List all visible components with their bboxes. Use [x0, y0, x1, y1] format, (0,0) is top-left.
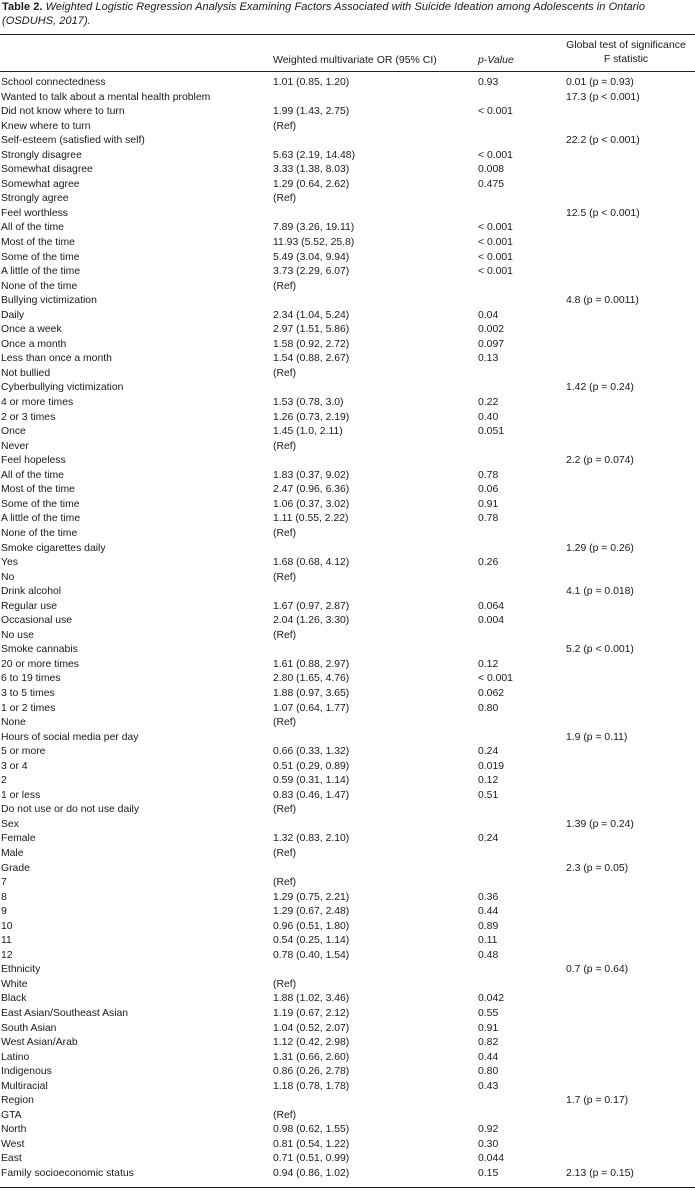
table-row [0, 818, 695, 833]
row-odds-ratio: 0.51 (0.29, 0.89) [273, 760, 350, 772]
table-row [0, 658, 695, 673]
table-row [0, 978, 695, 993]
table-row [0, 309, 695, 324]
table-row [0, 91, 695, 106]
row-label: Hours of social media per day [1, 731, 139, 743]
table-caption [2, 0, 692, 28]
table-row [0, 411, 695, 426]
row-label: None of the time [1, 280, 78, 292]
table-row [0, 832, 695, 847]
row-label: Strongly disagree [1, 149, 82, 161]
row-p-value: 0.019 [478, 760, 505, 772]
row-odds-ratio: 2.80 (1.65, 4.76) [273, 673, 350, 685]
row-odds-ratio: (Ref) [273, 440, 297, 452]
row-odds-ratio: 1.26 (0.73, 2.19) [273, 411, 350, 423]
row-odds-ratio: 7.89 (3.26, 19.11) [273, 222, 355, 234]
row-label: Knew where to turn [1, 120, 91, 132]
row-global-test: 2.3 (p = 0.05) [566, 862, 629, 874]
row-label: Male [1, 847, 24, 859]
table-row [0, 149, 695, 164]
row-label: 8 [1, 891, 7, 903]
row-label: 3 or 4 [1, 760, 28, 772]
row-p-value: 0.40 [478, 411, 499, 423]
row-global-test: 1.29 (p = 0.26) [566, 542, 634, 554]
table-row [0, 483, 695, 498]
row-p-value: 0.12 [478, 775, 499, 787]
header-global-test-line1: Global test of significance [566, 39, 686, 51]
table-row [0, 760, 695, 775]
row-odds-ratio: (Ref) [273, 193, 297, 205]
table-row [0, 992, 695, 1007]
header-global-test-line2: F statistic [603, 53, 649, 65]
row-label: 20 or more times [1, 658, 79, 670]
row-label: Daily [1, 309, 25, 321]
table-row [0, 774, 695, 789]
table-row [0, 542, 695, 557]
row-p-value: 0.82 [478, 1037, 499, 1049]
row-p-value: 0.002 [478, 324, 505, 336]
row-label: Self-esteem (satisfied with self) [1, 135, 145, 147]
row-label: 3 to 5 times [1, 687, 55, 699]
row-odds-ratio: (Ref) [273, 877, 297, 889]
table-row [0, 629, 695, 644]
row-label: Sex [1, 818, 19, 830]
row-global-test: 22.2 (p < 0.001) [566, 135, 640, 147]
row-odds-ratio: 1.07 (0.64, 1.77) [273, 702, 350, 714]
row-label: East Asian/Southeast Asian [1, 1008, 129, 1019]
row-label: Do not use or do not use daily [1, 804, 140, 816]
row-label: All of the time [1, 469, 64, 481]
table-row [0, 1007, 695, 1022]
row-p-value: 0.008 [478, 164, 505, 176]
row-label: Black [1, 993, 27, 1005]
row-p-value: 0.475 [478, 178, 505, 190]
row-p-value: 0.064 [478, 600, 505, 612]
table-row [0, 949, 695, 964]
row-odds-ratio: 1.01 (0.85, 1.20) [273, 77, 350, 88]
row-odds-ratio: 1.61 (0.88, 2.97) [273, 658, 350, 670]
row-label: West [1, 1138, 25, 1150]
table-row [0, 1051, 695, 1066]
row-odds-ratio: 2.04 (1.26, 3.30) [273, 615, 350, 627]
row-label: Region [1, 1095, 34, 1107]
table-row [0, 600, 695, 615]
row-odds-ratio: 1.68 (0.68, 4.12) [273, 557, 350, 569]
table-row [0, 454, 695, 469]
row-p-value: < 0.001 [478, 237, 513, 249]
row-p-value: < 0.001 [478, 673, 513, 685]
table-row [0, 847, 695, 862]
row-label: Feel hopeless [1, 455, 66, 467]
row-p-value: 0.097 [478, 338, 505, 350]
row-odds-ratio: (Ref) [273, 527, 297, 539]
table-row [0, 178, 695, 193]
row-p-value: 0.92 [478, 1124, 499, 1136]
row-label: 5 or more [1, 746, 46, 758]
table-row [0, 905, 695, 920]
row-odds-ratio: 1.54 (0.88, 2.67) [273, 353, 350, 365]
header-global-test [557, 38, 695, 66]
row-odds-ratio: 1.04 (0.52, 2.07) [273, 1022, 350, 1034]
row-p-value: 0.36 [478, 891, 499, 903]
row-label: Drink alcohol [1, 586, 62, 598]
row-p-value: 0.06 [478, 484, 499, 496]
row-global-test: 4.8 (p = 0.0011) [566, 295, 639, 307]
row-global-test: 1.39 (p = 0.24) [566, 818, 634, 830]
row-label: Feel worthless [1, 207, 68, 219]
row-odds-ratio: 0.94 (0.86, 1.02) [273, 1168, 350, 1180]
row-label: 10 [1, 920, 13, 932]
row-label: North [1, 1124, 27, 1136]
table-row [0, 251, 695, 266]
row-p-value: 0.78 [478, 469, 499, 481]
table-row [0, 163, 695, 178]
row-label: All of the time [1, 222, 64, 234]
row-label: Never [1, 440, 29, 452]
row-label: Most of the time [1, 484, 75, 496]
row-label: White [1, 978, 28, 990]
row-odds-ratio: 1.06 (0.37, 3.02) [273, 498, 350, 510]
table-row [0, 716, 695, 731]
row-odds-ratio: 1.19 (0.67, 2.12) [273, 1008, 350, 1019]
row-label: Ethnicity [1, 964, 41, 976]
row-p-value: 0.051 [478, 426, 505, 438]
table-title: Weighted Logistic Regression Analysis Examining Factors Associated with Suicide Ideation among Adolescents in Ontario (OSDUHS, 2017). [2, 1, 645, 27]
table-row [0, 571, 695, 586]
row-global-test: 4.1 (p = 0.018) [566, 586, 634, 598]
table-row [0, 367, 695, 382]
row-odds-ratio: (Ref) [273, 847, 297, 859]
row-label: West Asian/Arab [1, 1037, 78, 1049]
table-row [0, 527, 695, 542]
row-odds-ratio: 2.47 (0.96, 6.36) [273, 484, 350, 496]
row-global-test: 2.13 (p = 0.15) [566, 1168, 634, 1180]
row-odds-ratio: 0.59 (0.31, 1.14) [273, 775, 350, 787]
row-odds-ratio: 2.97 (1.51, 5.86) [273, 324, 350, 336]
table-number: Table 2. [2, 1, 43, 13]
row-label: 11 [1, 935, 12, 947]
bottom-rule [0, 1187, 695, 1188]
row-odds-ratio: 0.54 (0.25, 1.14) [273, 935, 350, 947]
row-odds-ratio: 2.34 (1.04, 5.24) [273, 309, 350, 321]
row-odds-ratio: 5.49 (3.04, 9.94) [273, 251, 350, 263]
table-row [0, 76, 695, 91]
table-row [0, 1167, 695, 1182]
row-label: 1 or 2 times [1, 702, 56, 714]
row-label: Indigenous [1, 1066, 52, 1078]
row-odds-ratio: 0.83 (0.46, 1.47) [273, 789, 350, 801]
row-p-value: 0.042 [478, 993, 505, 1005]
table-row [0, 789, 695, 804]
row-label: 12 [1, 949, 13, 961]
row-odds-ratio: 11.93 (5.52, 25.8) [273, 237, 355, 249]
row-label: Family socioeconomic status [1, 1168, 134, 1180]
row-p-value: 0.11 [478, 935, 498, 947]
row-p-value: 0.044 [478, 1153, 505, 1165]
table-row [0, 672, 695, 687]
row-label: Female [1, 833, 36, 845]
row-p-value: 0.13 [478, 353, 499, 365]
row-odds-ratio: 1.11 (0.55, 2.22) [273, 513, 349, 525]
row-label: Wanted to talk about a mental health problem [1, 91, 211, 103]
row-p-value: 0.062 [478, 687, 505, 699]
row-p-value: 0.80 [478, 1066, 499, 1078]
row-label: Some of the time [1, 498, 80, 510]
table-row [0, 1080, 695, 1095]
table-row [0, 745, 695, 760]
table-row [0, 934, 695, 949]
row-label: Smoke cigarettes daily [1, 542, 106, 554]
row-label: Multiracial [1, 1080, 48, 1092]
table-row [0, 1094, 695, 1109]
row-label: None of the time [1, 527, 78, 539]
table-row [0, 803, 695, 818]
row-p-value: 0.15 [478, 1168, 499, 1180]
row-label: Did not know where to turn [1, 106, 125, 118]
row-global-test: 2.2 (p = 0.074) [566, 455, 634, 467]
row-global-test: 1.7 (p = 0.17) [566, 1095, 629, 1107]
row-label: East [1, 1153, 22, 1165]
row-label: A little of the time [1, 513, 81, 525]
table-row [0, 643, 695, 658]
table-row [0, 1022, 695, 1037]
table-row [0, 1123, 695, 1138]
row-p-value: 0.48 [478, 949, 499, 961]
row-odds-ratio: 1.99 (1.43, 2.75) [273, 106, 350, 118]
row-p-value: 0.30 [478, 1138, 499, 1150]
row-global-test: 17.3 (p < 0.001) [566, 91, 640, 103]
header-p-value [478, 53, 514, 67]
row-label: Strongly agree [1, 193, 69, 205]
row-p-value: 0.12 [478, 658, 499, 670]
row-label: Less than once a month [1, 353, 112, 365]
table-row [0, 396, 695, 411]
header-rule [0, 71, 695, 72]
row-odds-ratio: (Ref) [273, 717, 297, 729]
table-body [0, 76, 695, 1182]
table-row [0, 280, 695, 295]
row-label: 6 to 19 times [1, 673, 61, 685]
row-global-test: 0.7 (p = 0.64) [566, 964, 629, 976]
row-odds-ratio: 1.29 (0.67, 2.48) [273, 906, 350, 918]
row-p-value: 0.24 [478, 746, 499, 758]
row-p-value: 0.93 [478, 77, 499, 88]
table-row [0, 920, 695, 935]
table-row [0, 876, 695, 891]
table-row [0, 207, 695, 222]
table-row [0, 702, 695, 717]
table-row [0, 556, 695, 571]
row-label: South Asian [1, 1022, 57, 1034]
table-row [0, 891, 695, 906]
row-label: 2 or 3 times [1, 411, 56, 423]
row-label: Most of the time [1, 237, 75, 249]
table-row [0, 134, 695, 149]
table-row [0, 294, 695, 309]
row-label: Yes [1, 557, 18, 569]
table-row [0, 120, 695, 135]
row-p-value: < 0.001 [478, 266, 513, 278]
row-odds-ratio: 1.18 (0.78, 1.78) [273, 1080, 350, 1092]
row-odds-ratio: (Ref) [273, 571, 297, 583]
row-p-value: 0.51 [478, 789, 499, 801]
row-label: A little of the time [1, 266, 81, 278]
row-odds-ratio: 1.67 (0.97, 2.87) [273, 600, 350, 612]
row-odds-ratio: 1.29 (0.75, 2.21) [273, 891, 350, 903]
table-row [0, 425, 695, 440]
table-row [0, 687, 695, 702]
header-p-value-text: p-Value [478, 54, 514, 66]
row-odds-ratio: 5.63 (2.19, 14.48) [273, 149, 356, 161]
row-odds-ratio: (Ref) [273, 120, 297, 132]
table-row [0, 498, 695, 513]
row-p-value: 0.22 [478, 397, 499, 409]
row-p-value: 0.004 [478, 615, 505, 627]
row-p-value: 0.80 [478, 702, 499, 714]
row-global-test: 0.01 (p = 0.93) [566, 77, 634, 88]
table-row [0, 338, 695, 353]
row-label: Bullying victimization [1, 295, 97, 307]
header-odds-ratio: Weighted multivariate OR (95% CI) [273, 54, 437, 66]
row-odds-ratio: 1.45 (1.0, 2.11) [273, 426, 343, 438]
row-global-test: 12.5 (p < 0.001) [566, 207, 640, 219]
row-odds-ratio: 1.88 (1.02, 3.46) [273, 993, 350, 1005]
row-p-value: < 0.001 [478, 251, 513, 263]
row-odds-ratio: 0.66 (0.33, 1.32) [273, 746, 350, 758]
row-label: School connectedness [1, 77, 106, 88]
table-row [0, 221, 695, 236]
table-row [0, 862, 695, 877]
table-row [0, 352, 695, 367]
row-label: Grade [1, 862, 30, 874]
row-odds-ratio: (Ref) [273, 1109, 297, 1121]
row-label: No [1, 571, 15, 583]
table-row [0, 192, 695, 207]
row-odds-ratio: 0.96 (0.51, 1.80) [273, 920, 350, 932]
row-label: Somewhat disagree [1, 164, 93, 176]
table-row [0, 105, 695, 120]
row-p-value: 0.26 [478, 557, 499, 569]
table-row [0, 614, 695, 629]
table-row [0, 512, 695, 527]
row-label: Some of the time [1, 251, 80, 263]
row-label: Once a month [1, 338, 67, 350]
row-odds-ratio: 0.71 (0.51, 0.99) [273, 1153, 350, 1165]
row-label: None [1, 717, 26, 729]
row-odds-ratio: 1.58 (0.92, 2.72) [273, 338, 350, 350]
row-p-value: < 0.001 [478, 222, 513, 234]
table-row [0, 1036, 695, 1051]
row-label: Smoke cannabis [1, 644, 78, 656]
row-odds-ratio: 1.83 (0.37, 9.02) [273, 469, 350, 481]
row-label: 1 or less [1, 789, 41, 801]
row-p-value: 0.55 [478, 1008, 499, 1019]
row-label: Occasional use [1, 615, 73, 627]
table-row [0, 469, 695, 484]
row-odds-ratio: (Ref) [273, 804, 297, 816]
row-label: Once [1, 426, 26, 438]
row-label: 2 [1, 775, 7, 787]
row-odds-ratio: 3.33 (1.38, 8.03) [273, 164, 350, 176]
row-odds-ratio: 1.31 (0.66, 2.60) [273, 1051, 350, 1063]
row-odds-ratio: 3.73 (2.29, 6.07) [273, 266, 350, 278]
top-rule [0, 34, 695, 35]
table-row [0, 323, 695, 338]
row-odds-ratio: 0.78 (0.40, 1.54) [273, 949, 350, 961]
row-p-value: 0.24 [478, 833, 499, 845]
row-label: Regular use [1, 600, 58, 612]
table-row [0, 1065, 695, 1080]
row-p-value: 0.04 [478, 309, 499, 321]
row-label: 9 [1, 906, 7, 918]
row-label: Cyberbullying victimization [1, 382, 124, 394]
row-p-value: 0.44 [478, 1051, 499, 1063]
row-label: GTA [1, 1109, 22, 1121]
row-odds-ratio: 1.88 (0.97, 3.65) [273, 687, 350, 699]
table-row [0, 265, 695, 280]
table-row [0, 585, 695, 600]
row-global-test: 1.9 (p = 0.11) [566, 731, 628, 743]
row-p-value: 0.43 [478, 1080, 499, 1092]
row-p-value: 0.78 [478, 513, 499, 525]
row-odds-ratio: 1.12 (0.42, 2.98) [273, 1037, 350, 1049]
table-row [0, 1152, 695, 1167]
row-p-value: < 0.001 [478, 106, 513, 118]
row-odds-ratio: 0.98 (0.62, 1.55) [273, 1124, 350, 1136]
row-p-value: 0.89 [478, 920, 499, 932]
row-label: Somewhat agree [1, 178, 80, 190]
row-p-value: 0.91 [478, 1022, 499, 1034]
table-row [0, 236, 695, 251]
row-odds-ratio: (Ref) [273, 629, 297, 641]
row-label: 4 or more times [1, 397, 74, 409]
row-global-test: 5.2 (p < 0.001) [566, 644, 634, 656]
row-odds-ratio: 0.86 (0.26, 2.78) [273, 1066, 350, 1078]
row-odds-ratio: (Ref) [273, 280, 297, 292]
row-label: No use [1, 629, 34, 641]
row-label: Latino [1, 1051, 30, 1063]
row-odds-ratio: 1.29 (0.64, 2.62) [273, 178, 350, 190]
row-odds-ratio: 0.81 (0.54, 1.22) [273, 1138, 350, 1150]
row-odds-ratio: (Ref) [273, 978, 297, 990]
table-row [0, 963, 695, 978]
row-p-value: 0.91 [478, 498, 499, 510]
row-p-value: < 0.001 [478, 149, 513, 161]
row-odds-ratio: 1.53 (0.78, 3.0) [273, 397, 344, 409]
table-row [0, 381, 695, 396]
table-row [0, 731, 695, 746]
row-p-value: 0.44 [478, 906, 499, 918]
table-row [0, 1138, 695, 1153]
row-global-test: 1.42 (p = 0.24) [566, 382, 634, 394]
row-label: Once a week [1, 324, 62, 336]
table-row [0, 1109, 695, 1124]
row-label: Not bullied [1, 367, 51, 379]
table-row [0, 440, 695, 455]
row-odds-ratio: 1.32 (0.83, 2.10) [273, 833, 350, 845]
row-label: 7 [1, 877, 7, 889]
row-odds-ratio: (Ref) [273, 367, 297, 379]
